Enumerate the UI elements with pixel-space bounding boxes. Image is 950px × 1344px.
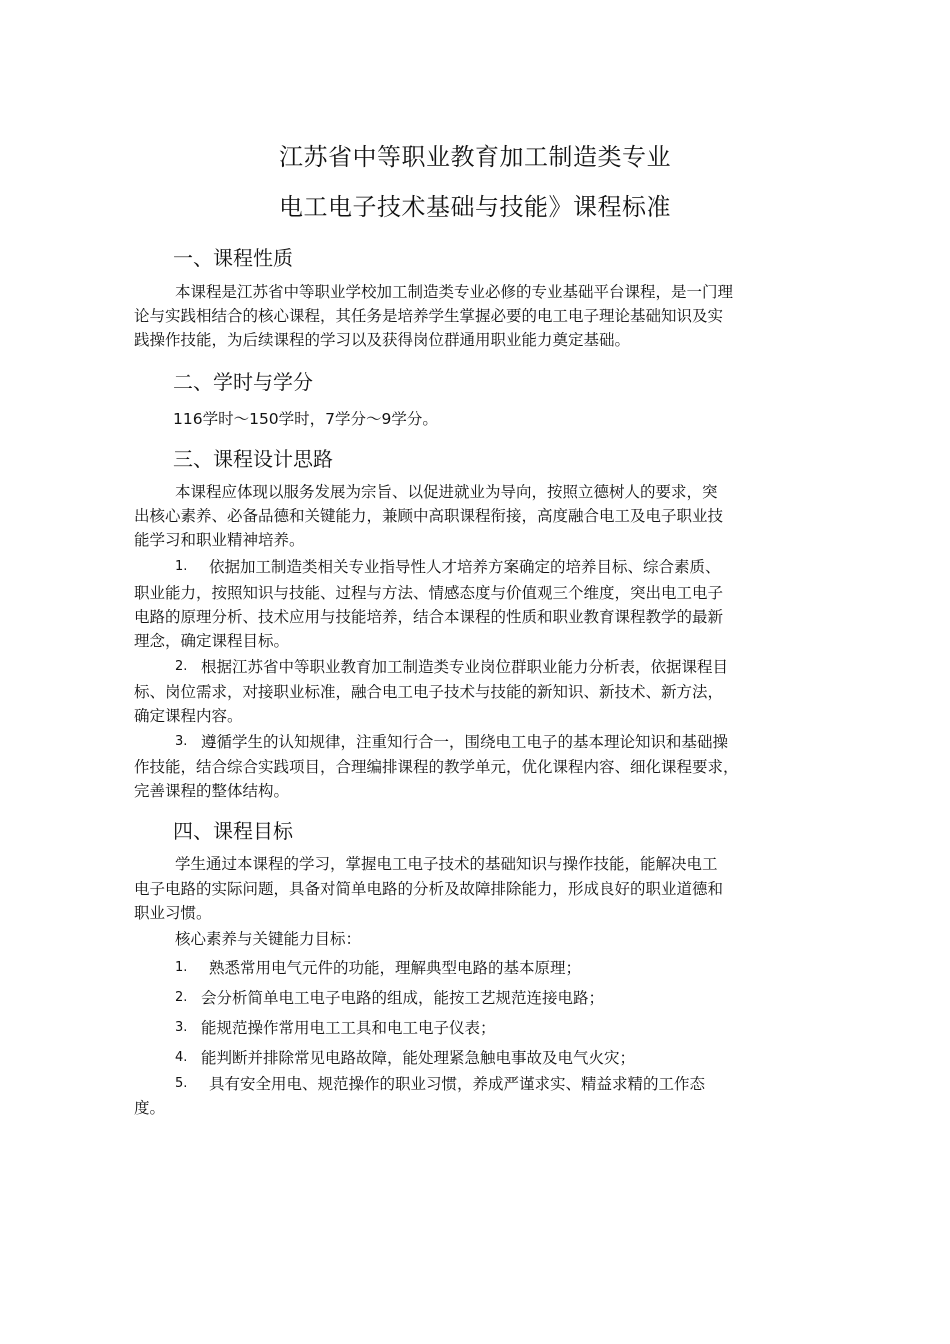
paragraph-line: 出核心素养、必备品德和关键能力，兼顾中高职课程衔接，高度融合电工及电子职业技 [134,507,724,525]
paragraph-line: 论与实践相结合的核心课程，其任务是培养学生掌握必要的电工电子理论基础知识及实 [134,307,724,325]
list-item-line: 完善课程的整体结构。 [134,782,290,800]
list-item-number: 2. [175,659,188,674]
paragraph-line: 116学时～150学时，7学分～9学分。 [173,410,438,428]
paragraph-line: 电子电路的实际问题，具备对简单电路的分析及故障排除能力，形成良好的职业道德和 [134,880,724,898]
list-item-line: 度。 [134,1099,166,1117]
list-item-line: 熟悉常用电气元件的功能，理解典型电路的基本原理； [209,959,582,977]
list-item-number: 3. [175,734,188,749]
list-item-line: 确定课程内容。 [134,707,243,725]
document-title-line-2: 电工电子技术基础与技能》课程标准 [279,193,671,221]
paragraph-line: 践操作技能，为后续课程的学习以及获得岗位群通用职业能力奠定基础。 [134,331,631,349]
paragraph-line: 本课程是江苏省中等职业学校加工制造类专业必修的专业基础平台课程，是一门理 [175,283,734,301]
list-item-number: 2. [175,990,188,1005]
list-item-line: 作技能，结合综合实践项目，合理编排课程的教学单元，优化课程内容、细化课程要求， [134,758,739,776]
list-item-line: 能判断并排除常见电路故障，能处理紧急触电事故及电气火灾； [201,1049,636,1067]
list-item-line: 会分析简单电工电子电路的组成，能按工艺规范连接电路； [201,989,605,1007]
list-item-line: 具有安全用电、规范操作的职业习惯，养成严谨求实、精益求精的工作态 [209,1075,706,1093]
list-item-line: 根据江苏省中等职业教育加工制造类专业岗位群职业能力分析表，依据课程目 [201,658,729,676]
list-item-line: 依据加工制造类相关专业指导性人才培养方案确定的培养目标、综合素质、 [209,558,721,576]
list-item-line: 能规范操作常用电工工具和电工电子仪表； [201,1019,496,1037]
subheading-core-competencies: 核心素养与关键能力目标： [175,930,362,948]
paragraph-line: 学生通过本课程的学习，掌握电工电子技术的基础知识与操作技能，能解决电工 [175,855,718,873]
paragraph-line: 本课程应体现以服务发展为宗旨、以促进就业为导向，按照立德树人的要求，突 [175,483,718,501]
list-item-line: 标、岗位需求，对接职业标准，融合电工电子技术与技能的新知识、新技术、新方法， [134,683,724,701]
section-heading-design-approach: 三、课程设计思路 [173,447,333,471]
list-item-line: 电路的原理分析、技术应用与技能培养，结合本课程的性质和职业教育课程教学的最新 [134,608,724,626]
list-item-number: 1. [175,960,188,975]
document-title-line-1: 江苏省中等职业教育加工制造类专业 [279,143,671,171]
list-item-number: 3. [175,1020,188,1035]
section-heading-hours-credits: 二、学时与学分 [173,370,313,394]
paragraph-line: 职业习惯。 [134,904,212,922]
list-item-line: 职业能力，按照知识与技能、过程与方法、情感态度与价值观三个维度，突出电工电子 [134,584,724,602]
list-item-line: 理念，确定课程目标。 [134,632,290,650]
paragraph-line: 能学习和职业精神培养。 [134,531,305,549]
section-heading-course-objectives: 四、课程目标 [173,819,293,843]
list-item-line: 遵循学生的认知规律，注重知行合一，围绕电工电子的基本理论知识和基础操 [201,733,729,751]
list-item-number: 1. [175,559,188,574]
list-item-number: 5. [175,1076,188,1091]
section-heading-course-nature: 一、课程性质 [173,246,293,270]
list-item-number: 4. [175,1050,188,1065]
